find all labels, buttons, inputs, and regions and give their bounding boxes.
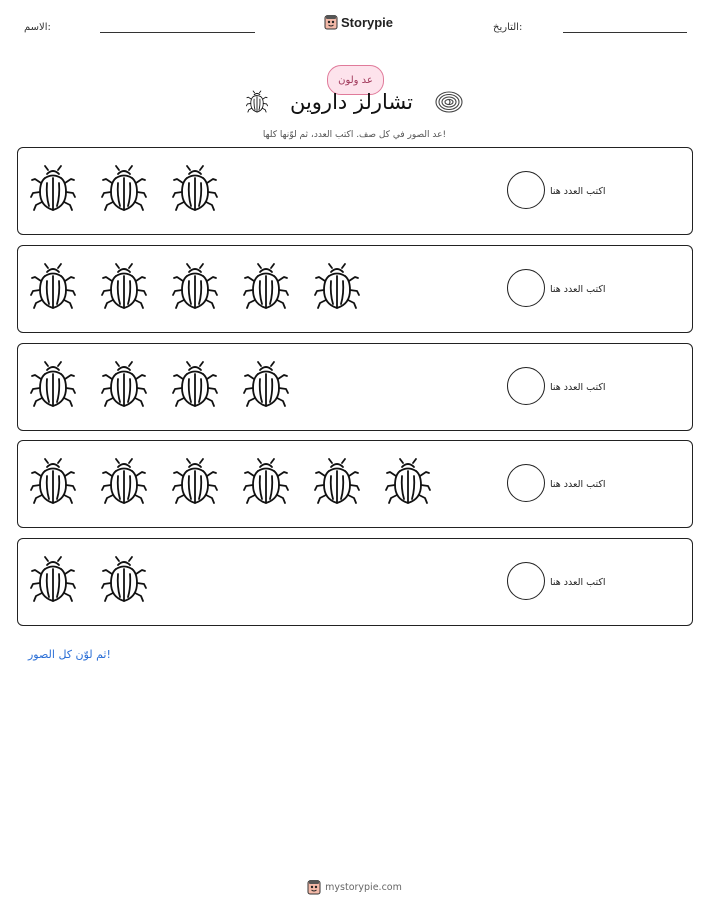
- beetle-group: [28, 360, 312, 410]
- beetle-icon: [99, 457, 149, 507]
- beetle-group: [28, 164, 241, 214]
- count-row: [17, 343, 693, 431]
- answer-circle[interactable]: [507, 464, 545, 502]
- instructions: عد الصور في كل صف. اكتب العدد، ثم لوّنها كلها!: [262, 130, 447, 140]
- beetle-icon: [99, 555, 149, 605]
- beetle-icon: [170, 457, 220, 507]
- storypie-logo: [307, 879, 321, 895]
- title-row: [0, 89, 709, 114]
- write-number-label: اكتب العدد هنا: [550, 283, 606, 295]
- beetle-icon: [241, 457, 291, 507]
- beetle-icon: [99, 164, 149, 214]
- answer-circle[interactable]: [507, 562, 545, 600]
- beetle-icon: [99, 360, 149, 410]
- beetle-icon: [245, 90, 269, 114]
- footer: [0, 879, 709, 895]
- page-title: تشارلز داروين: [289, 90, 414, 114]
- date-line[interactable]: [563, 32, 687, 33]
- name-label: الاسم:: [24, 22, 51, 33]
- write-number-label: اكتب العدد هنا: [550, 185, 606, 197]
- beetle-group: [28, 457, 454, 507]
- count-row: [17, 147, 693, 235]
- brand-name: Storypie: [341, 14, 394, 30]
- beetle-icon: [241, 360, 291, 410]
- color-all-note: ثم لوّن كل الصور!: [28, 648, 111, 661]
- beetle-icon: [28, 262, 78, 312]
- activity-badge: عد ولون: [327, 65, 384, 95]
- beetle-icon: [312, 457, 362, 507]
- count-row: [17, 245, 693, 333]
- beetle-icon: [170, 262, 220, 312]
- count-row: [17, 440, 693, 528]
- answer-circle[interactable]: [507, 171, 545, 209]
- footer-url[interactable]: mystorypie.com: [325, 881, 402, 893]
- beetle-icon: [28, 360, 78, 410]
- beetle-group: [28, 555, 170, 605]
- beetle-icon: [28, 457, 78, 507]
- count-row: [17, 538, 693, 626]
- beetle-icon: [170, 360, 220, 410]
- beetle-icon: [312, 262, 362, 312]
- beetle-icon: [28, 164, 78, 214]
- beetle-icon: [241, 262, 291, 312]
- brand: [324, 13, 393, 31]
- write-number-label: اكتب العدد هنا: [550, 478, 606, 490]
- write-number-label: اكتب العدد هنا: [550, 381, 606, 393]
- answer-circle[interactable]: [507, 269, 545, 307]
- beetle-icon: [383, 457, 433, 507]
- fingerprint-icon: [434, 90, 464, 114]
- storypie-logo: [324, 14, 338, 30]
- answer-circle[interactable]: [507, 367, 545, 405]
- write-number-label: اكتب العدد هنا: [550, 576, 606, 588]
- beetle-icon: [99, 262, 149, 312]
- date-label: التاريخ:: [493, 22, 523, 33]
- beetle-icon: [28, 555, 78, 605]
- beetle-icon: [170, 164, 220, 214]
- beetle-group: [28, 262, 383, 312]
- name-line[interactable]: [100, 32, 255, 33]
